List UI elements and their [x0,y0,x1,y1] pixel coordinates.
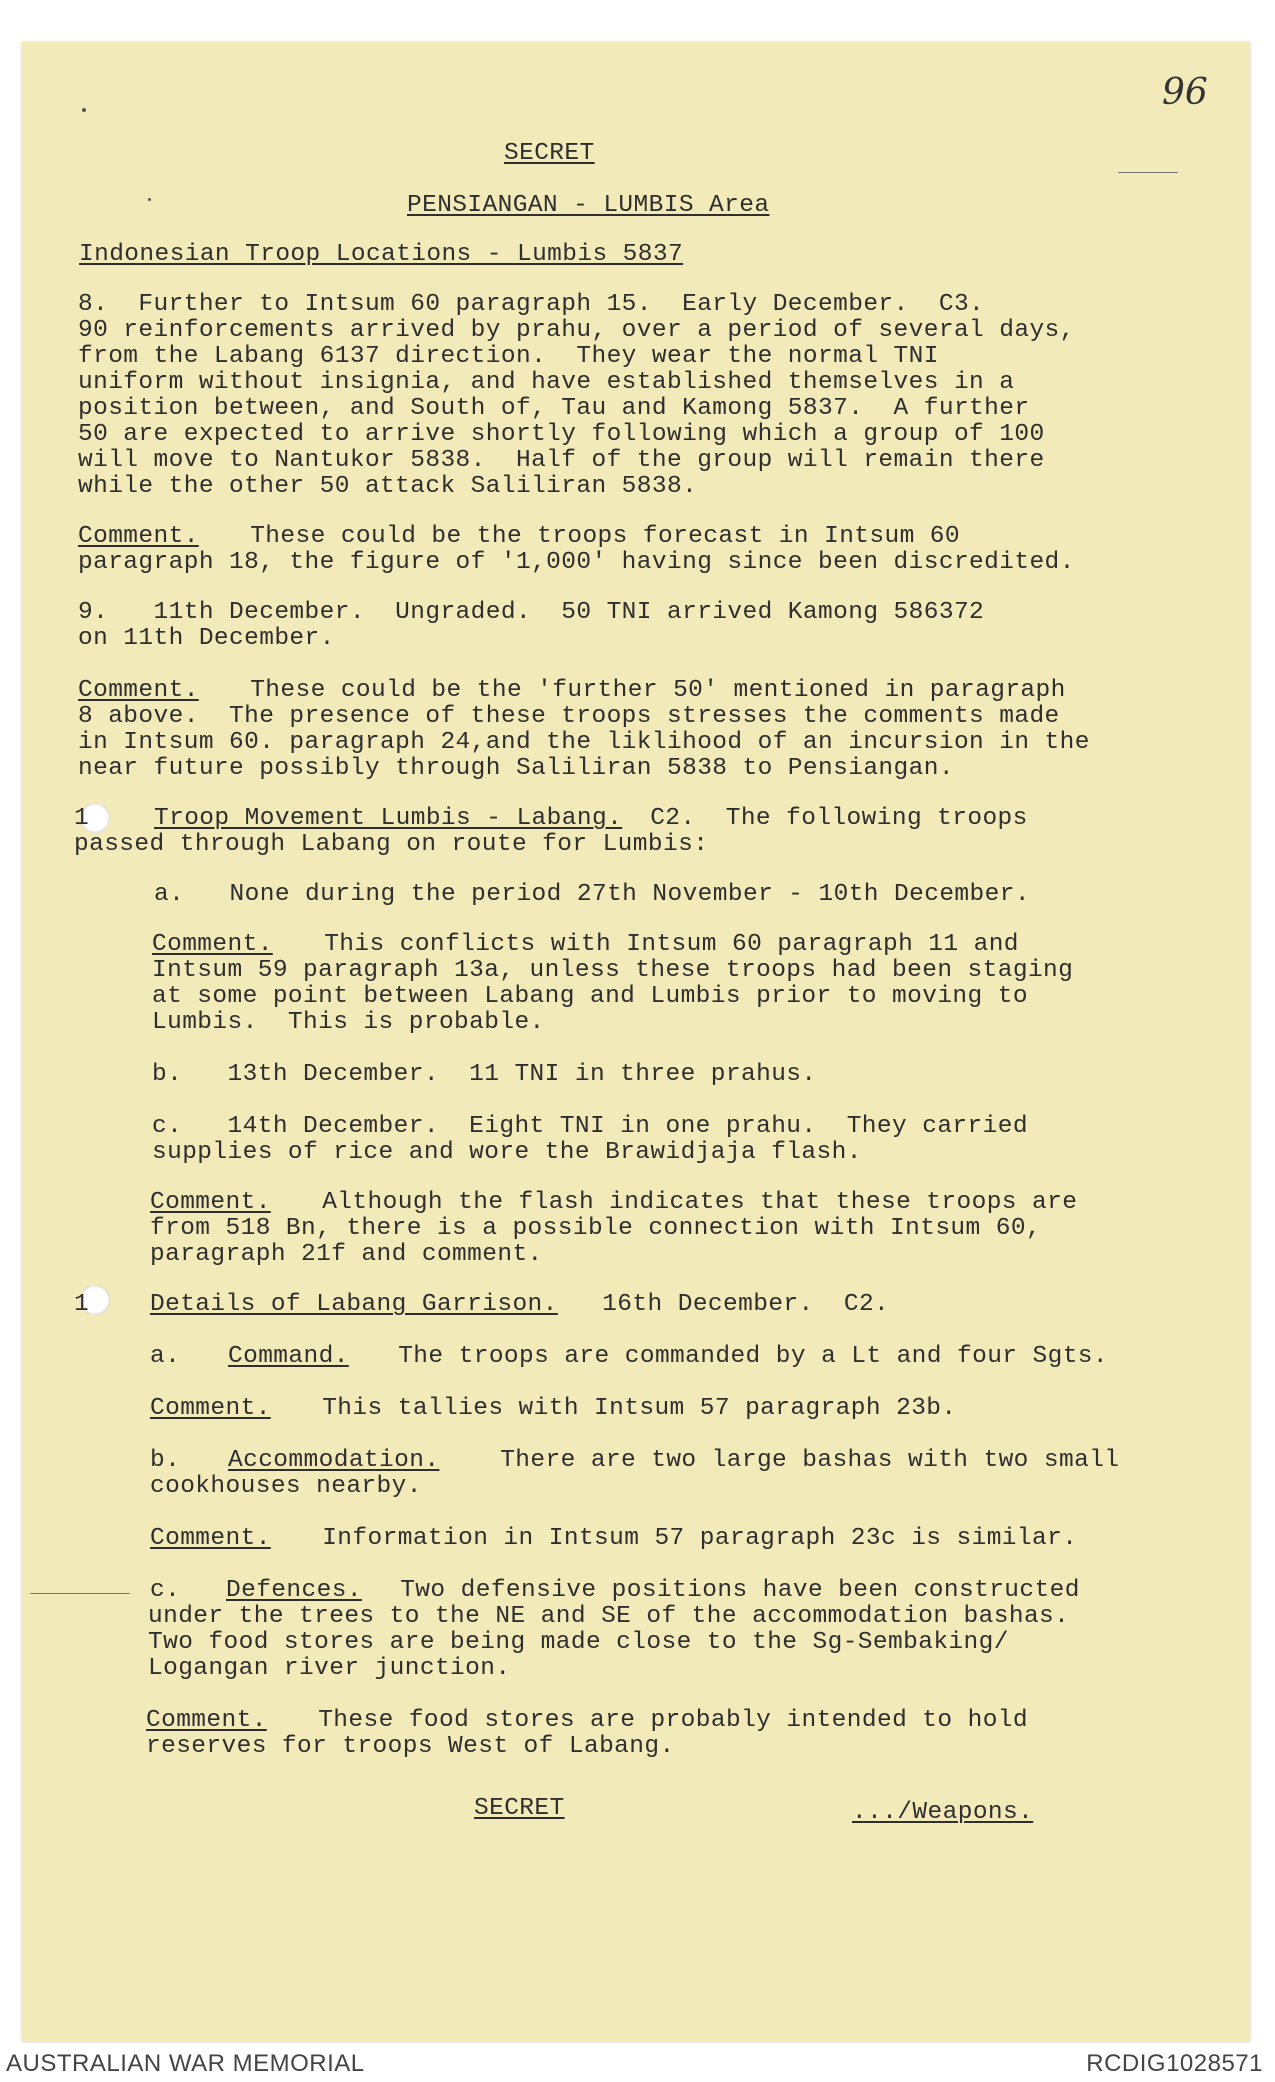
body-line: while the other 50 attack Saliliran 5838. [78,473,698,500]
body-line: Logangan river junction. [148,1655,511,1682]
body-line: at some point between Labang and Lumbis prior to moving to [152,983,1028,1010]
body-line: This conflicts with Intsum 60 paragraph 11 and [294,931,1019,958]
body-line: under the trees to the NE and SE of the accommodation bashas. [148,1603,1070,1630]
paper-mark [148,198,151,201]
body-line: from the Labang 6137 direction. They wear the normal TNI [78,343,939,370]
body-line: Although the flash indicates that these troops are [292,1189,1078,1216]
body-line: Lumbis. This is probable. [152,1009,545,1036]
comment-label: Comment. [150,1525,271,1552]
comment-label: Comment. [146,1707,267,1734]
item-letter: c. [150,1577,181,1604]
body-line: supplies of rice and wore the Brawidjaja flash. [152,1139,862,1166]
body-line: These food stores are probably intended to hold [288,1707,1029,1734]
body-line: 9. 11th December. Ungraded. 50 TNI arrived Kamong 586372 [78,599,985,626]
paper-mark [82,108,86,112]
body-line: Intsum 59 paragraph 13a, unless these troops had been staging [152,957,1074,984]
body-line: near future possibly through Saliliran 5838 to Pensiangan. [78,755,954,782]
comment-label: Comment. [150,1189,271,1216]
body-line: passed through Labang on route for Lumbis: [74,831,709,858]
paragraph-number: 1 [74,805,90,832]
item-heading: Accommodation. [228,1447,440,1474]
body-line: The troops are commanded by a Lt and four Sgts. [368,1343,1109,1370]
comment-label: Comment. [78,677,199,704]
body-line: cookhouses nearby. [150,1473,422,1500]
body-line: on 11th December. [78,625,335,652]
comment-label: Comment. [150,1395,271,1422]
classification-bottom: SECRET [474,1795,565,1822]
body-line: reserves for troops West of Labang. [146,1733,675,1760]
body-line: This tallies with Intsum 57 paragraph 23b. [292,1395,957,1422]
body-line: a. None during the period 27th November - 10th December. [154,881,1030,908]
paper-mark [30,1593,130,1594]
section-title: Indonesian Troop Locations - Lumbis 5837 [79,241,684,268]
body-line: These could be the troops forecast in Intsum 60 [220,523,961,550]
body-line: paragraph 21f and comment. [150,1241,543,1268]
comment-label: Comment. [78,523,199,550]
body-line: paragraph 18, the figure of '1,000' having since been discredited. [78,549,1075,576]
item-heading: Command. [228,1343,349,1370]
body-line: 8. Further to Intsum 60 paragraph 15. Early December. C3. [78,291,985,318]
continuation-marker: .../Weapons. [852,1799,1034,1826]
body-line: from 518 Bn, there is a possible connection with Intsum 60, [150,1215,1042,1242]
subheading: Details of Labang Garrison. [150,1291,558,1318]
body-line: Two food stores are being made close to the Sg-Sembaking/ [148,1629,1009,1656]
paragraph-number: 1 [74,1291,90,1318]
body-line: 90 reinforcements arrived by prahu, over a period of several days, [78,317,1075,344]
item-heading: Defences. [226,1577,362,1604]
archive-institution: AUSTRALIAN WAR MEMORIAL [6,2050,365,2077]
body-line: C2. The following troops [620,805,1028,832]
comment-label: Comment. [152,931,273,958]
body-line: 16th December. C2. [572,1291,890,1318]
body-line: position between, and South of, Tau and Kamong 5837. A further [78,395,1030,422]
paper-mark [1118,172,1178,173]
item-letter: b. [150,1447,181,1474]
body-line: c. 14th December. Eight TNI in one prahu. They carried [152,1113,1028,1140]
body-line: in Intsum 60. paragraph 24,and the liklihood of an incursion in the [78,729,1090,756]
body-line: will move to Nantukor 5838. Half of the group will remain there [78,447,1045,474]
body-line: Two defensive positions have been constructed [370,1577,1080,1604]
body-line: 8 above. The presence of these troops stresses the comments made [78,703,1060,730]
area-heading: PENSIANGAN - LUMBIS Area [407,192,770,219]
body-line: These could be the 'further 50' mentioned in paragraph [220,677,1066,704]
archive-reference: RCDIG1028571 [1086,2050,1263,2077]
body-line: 50 are expected to arrive shortly following which a group of 100 [78,421,1045,448]
body-line: Information in Intsum 57 paragraph 23c is similar. [292,1525,1078,1552]
subheading: Troop Movement Lumbis - Labang. [154,805,623,832]
page-number: 96 [1162,72,1208,113]
item-letter: a. [150,1343,181,1370]
body-line: b. 13th December. 11 TNI in three prahus. [152,1061,817,1088]
body-line: There are two large bashas with two small [470,1447,1120,1474]
body-line: uniform without insignia, and have established themselves in a [78,369,1015,396]
classification-top: SECRET [504,140,595,167]
